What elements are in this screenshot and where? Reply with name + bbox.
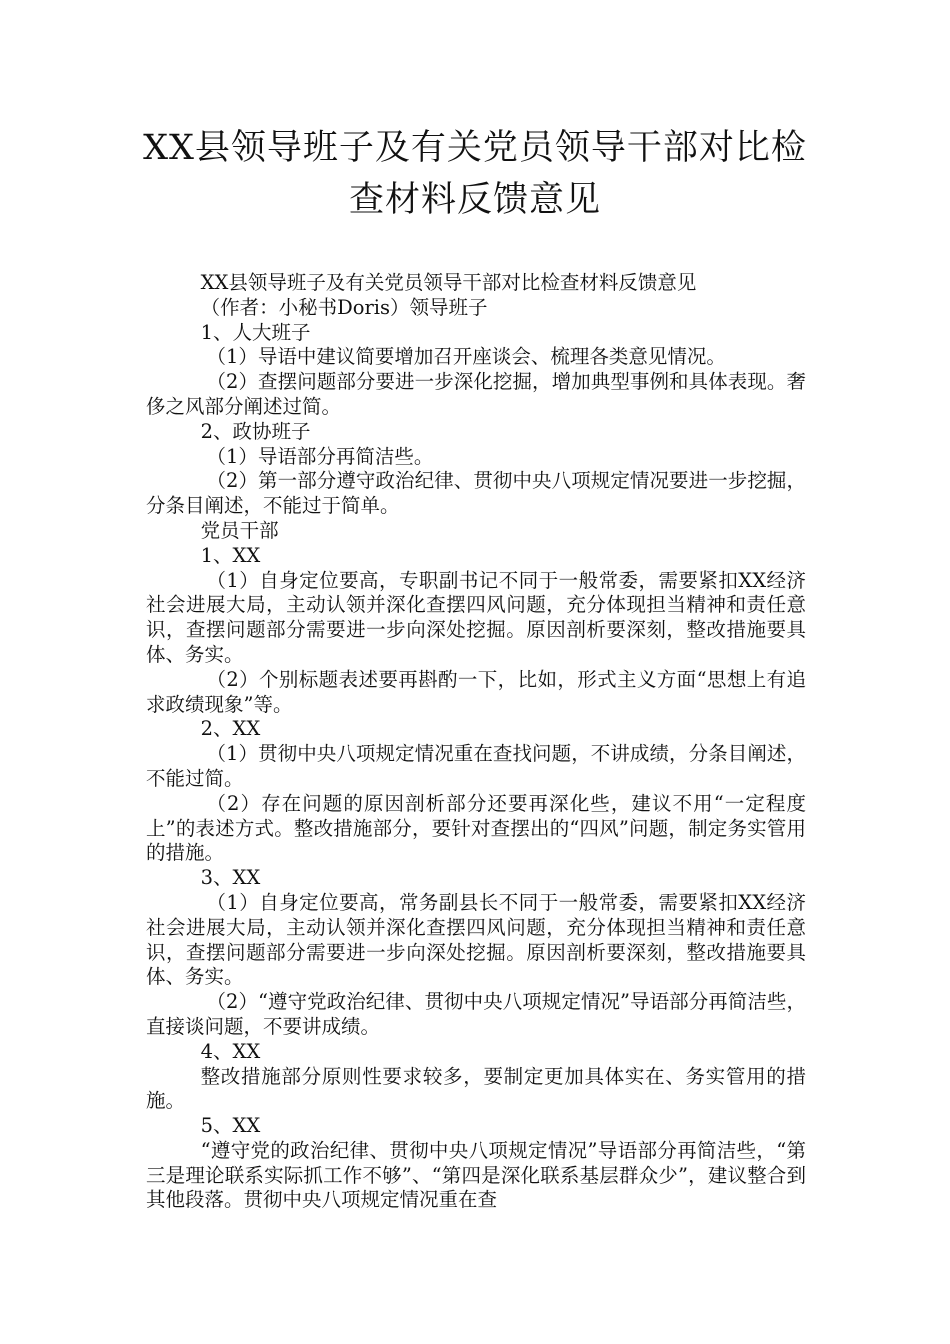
paragraph: 5、XX — [200, 1114, 261, 1138]
document-title — [120, 122, 830, 226]
paragraph: （1）自身定位要高，常务副县长不同于一般常委，需要紧扣XX经济社会进展大局，主动认领并深化查摆四风问题，充分体现担当精神和责任意识，查摆问题部分需要进一步向深处挖掘。原因剖析要深刻，整改措施要具体、务实。 — [146, 890, 806, 989]
paragraph: 2、政协班子 — [200, 419, 311, 443]
document-title-line-1: XX县领导班子及有关党员领导干部对比检 — [143, 128, 807, 168]
paragraph: （2）“遵守党政治纪律、贯彻中央八项规定情况”导语部分再简洁些，直接谈问题，不要讲成绩。 — [146, 990, 806, 1038]
paragraph: （1）贯彻中央八项规定情况重在查找问题，不讲成绩，分条目阐述，不能过简。 — [146, 742, 806, 790]
paragraph: 整改措施部分原则性要求较多，要制定更加具体实在、务实管用的措施。 — [146, 1064, 806, 1113]
paragraph: （1）自身定位要高，专职副书记不同于一般常委，需要紧扣XX经济社会进展大局，主动认领并深化查摆四风问题，充分体现担当精神和责任意识，查摆问题部分需要进一步向深处挖掘。原因剖析要深刻，整改措施要具体、务实。 — [146, 568, 806, 666]
paragraph: （2）查摆问题部分要进一步深化挖掘，增加典型事例和具体表现。奢侈之风部分阐述过简。 — [146, 370, 806, 418]
paragraph: （1）导语中建议简要增加召开座谈会、梳理各类意见情况。 — [206, 345, 726, 369]
paragraph: 1、XX — [200, 543, 261, 567]
paragraph: 1、人大班子 — [200, 320, 311, 344]
paragraph: （1）导语部分再简洁些。 — [206, 444, 434, 468]
paragraph: 2、XX — [200, 717, 261, 741]
paragraph: （作者：小秘书Doris）领导班子 — [200, 295, 488, 319]
document-body — [146, 271, 806, 1213]
paragraph: （2）个别标题表述要再斟酌一下，比如，形式主义方面“思想上有追求政绩现象”等。 — [146, 667, 806, 716]
paragraph: 4、XX — [200, 1039, 261, 1063]
document-title-line-2: 查材料反馈意见 — [348, 180, 601, 220]
paragraph: （2）存在问题的原因剖析部分还要再深化些，建议不用“一定程度上”的表述方式。整改措施部分，要针对查摆出的“四风”问题，制定务实管用的措施。 — [146, 791, 806, 865]
paragraph: “遵守党的政治纪律、贯彻中央八项规定情况”导语部分再简洁些，“第三是理论联系实际抓工作不够”、“第四是深化联系基层群众少”，建议整合到其他段落。贯彻中央八项规定情况重在查 — [146, 1138, 806, 1212]
paragraph: XX县领导班子及有关党员领导干部对比检查材料反馈意见 — [200, 271, 697, 294]
paragraph: 党员干部 — [200, 518, 279, 542]
paragraph: 3、XX — [200, 866, 261, 890]
paragraph: （2）第一部分遵守政治纪律、贯彻中央八项规定情况要进一步挖掘，分条目阐述，不能过于简单。 — [146, 469, 806, 518]
